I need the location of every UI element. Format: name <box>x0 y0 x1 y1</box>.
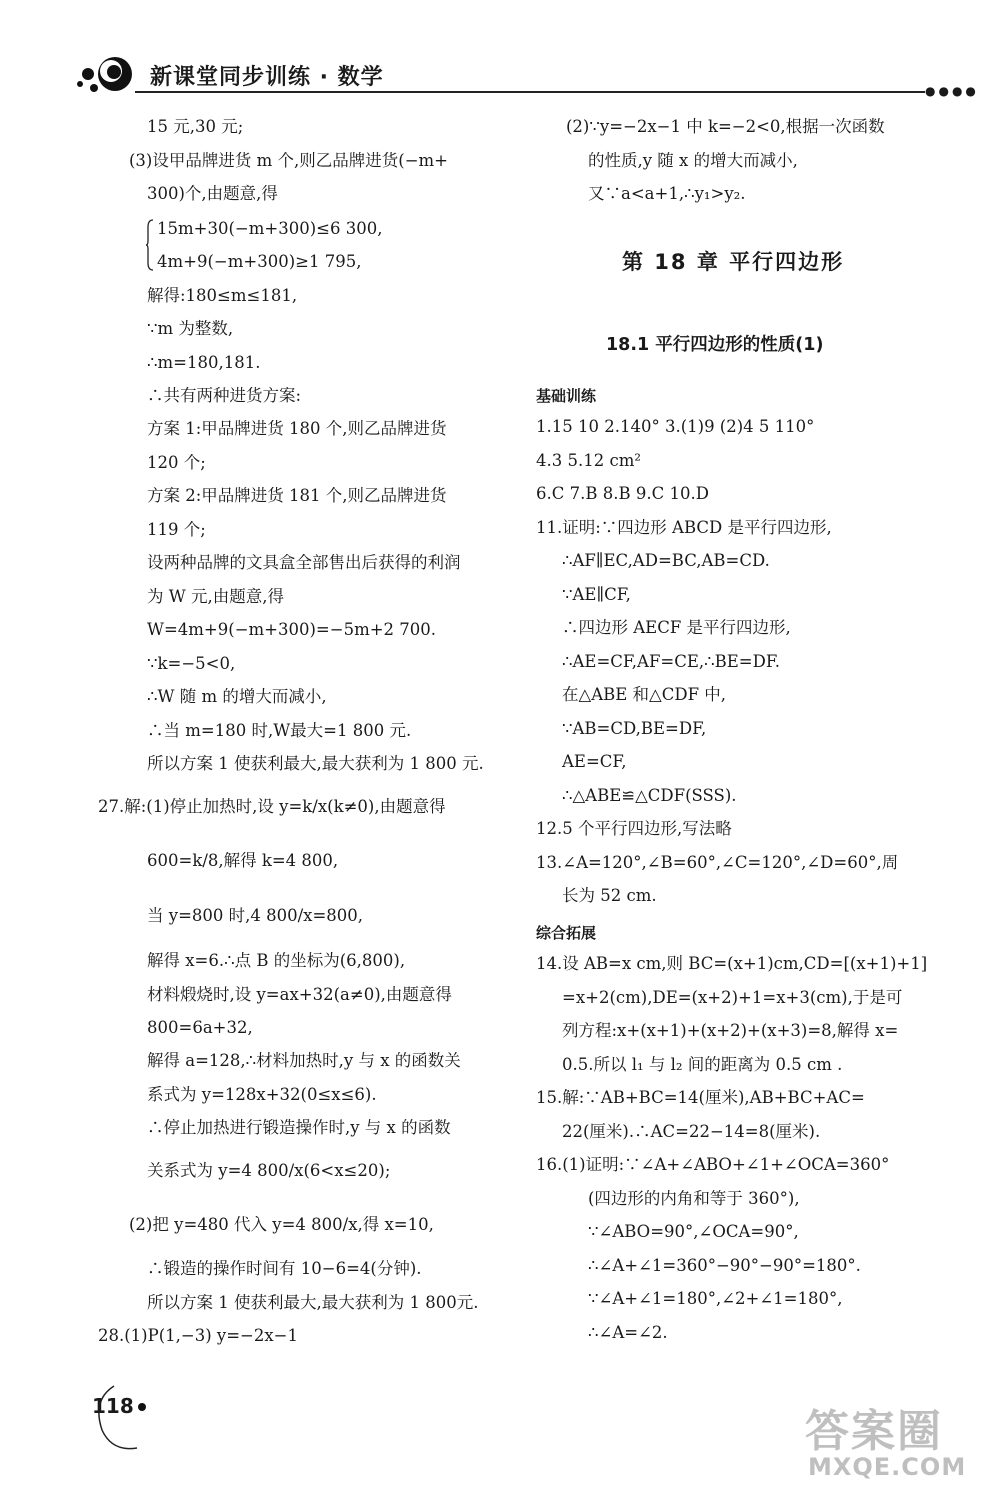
watermark-logo-text: 答案圈 <box>805 1406 943 1457</box>
text-line: 的性质,y 随 x 的增大而减小, <box>588 151 798 170</box>
text-line: (2)∵y=−2x−1 中 k=−2<0,根据一次函数 <box>566 117 885 136</box>
text-line: 4m+9(−m+300)≥1 795, <box>157 252 362 271</box>
text-line: ∴m=180,181. <box>147 353 261 372</box>
text-line: 解得 x=6.∴点 B 的坐标为(6,800), <box>147 951 406 970</box>
text-line: 所以方案 1 使获利最大,最大获利为 1 800元. <box>147 1293 479 1312</box>
text-line: (四边形的内角和等于 360°), <box>588 1189 800 1208</box>
text-line: 13.∠A=120°,∠B=60°,∠C=120°,∠D=60°,周 <box>536 853 899 872</box>
text-line: 800=6a+32, <box>147 1018 253 1037</box>
text-line: 120 个; <box>147 453 206 472</box>
text-line: 解得 a=128,∴材料加热时,y 与 x 的函数关 <box>147 1051 461 1070</box>
text-line: 15.解:∵AB+BC=14(厘米),AB+BC+AC= <box>536 1088 865 1107</box>
brace-icon <box>146 219 154 271</box>
text-line: AE=CF, <box>562 752 627 771</box>
text-line: ∵k=−5<0, <box>147 654 236 673</box>
text-line: (3)设甲品牌进货 m 个,则乙品牌进货(−m+ <box>129 151 448 170</box>
text-line: 4.3 5.12 cm² <box>536 451 641 470</box>
subhead-basic: 基础训练 <box>536 387 597 405</box>
subhead-extension: 综合拓展 <box>536 924 597 942</box>
text-line: ∵AE∥CF, <box>562 585 631 604</box>
text-line: 关系式为 y=4 800/x(6<x≤20); <box>147 1161 391 1180</box>
text-line: ∵∠ABO=90°,∠OCA=90°, <box>588 1222 799 1241</box>
text-line: 12.5 个平行四边形,写法略 <box>536 819 732 838</box>
text-line: 300)个,由题意,得 <box>147 184 278 203</box>
text-line: =x+2(cm),DE=(x+2)+1=x+3(cm),于是可 <box>562 988 903 1007</box>
text-line: W=4m+9(−m+300)=−5m+2 700. <box>147 620 437 639</box>
text-line: ∵AB=CD,BE=DF, <box>562 719 707 738</box>
text-line: 15m+30(−m+300)≤6 300, <box>157 219 383 238</box>
text-line: ∴AE=CF,AF=CE,∴BE=DF. <box>562 652 780 671</box>
book-title: 新课堂同步训练 · 数学 <box>150 65 384 90</box>
text-line: ∴停止加热进行锻造操作时,y 与 x 的函数 <box>147 1118 451 1137</box>
text-line: (2)把 y=480 代入 y=4 800/x,得 x=10, <box>129 1215 434 1234</box>
text-line: 材料煅烧时,设 y=ax+32(a≠0),由题意得 <box>147 985 452 1004</box>
text-line: 系式为 y=128x+32(0≤x≤6). <box>147 1085 377 1104</box>
text-line: 列方程:x+(x+1)+(x+2)+(x+3)=8,解得 x= <box>562 1021 899 1040</box>
text-line: 1.15 10 2.140° 3.(1)9 (2)4 5 110° <box>536 417 815 436</box>
text-line: 方案 1:甲品牌进货 180 个,则乙品牌进货 <box>147 419 447 438</box>
text-line: ∴锻造的操作时间有 10−6=4(分钟). <box>147 1259 422 1278</box>
text-line: 设两种品牌的文具盒全部售出后获得的利润 <box>147 553 461 572</box>
text-line: 为 W 元,由题意,得 <box>147 587 284 606</box>
text-line: 6.C 7.B 8.B 9.C 10.D <box>536 484 709 503</box>
text-line: 0.5.所以 l₁ 与 l₂ 间的距离为 0.5 cm . <box>562 1055 843 1074</box>
watermark <box>800 1395 990 1485</box>
header-dots: ●●●● <box>925 84 979 98</box>
text-line: 600=k/8,解得 k=4 800, <box>147 851 339 870</box>
text-line: 22(厘米).∴AC=22−14=8(厘米). <box>562 1122 821 1141</box>
text-line: 当 y=800 时,4 800/x=800, <box>147 906 364 925</box>
text-line: 11.证明:∵四边形 ABCD 是平行四边形, <box>536 518 832 537</box>
text-line: 在△ABE 和△CDF 中, <box>562 685 727 704</box>
text-line: 28.(1)P(1,−3) y=−2x−1 <box>98 1326 298 1345</box>
text-line: 长为 52 cm. <box>562 886 657 905</box>
section-title: 18.1 平行四边形的性质(1) <box>606 335 824 355</box>
text-line: ∵m 为整数, <box>147 319 234 338</box>
text-line: ∴W 随 m 的增大而减小, <box>147 687 327 706</box>
page-number: 118 <box>92 1394 134 1418</box>
text-line: 解得:180≤m≤181, <box>147 286 298 305</box>
text-line: ∴AF∥EC,AD=BC,AB=CD. <box>562 551 770 570</box>
text-line: 所以方案 1 使获利最大,最大获利为 1 800 元. <box>147 754 484 773</box>
text-line: ∴∠A+∠1=360°−90°−90°=180°. <box>588 1256 861 1275</box>
text-line: 方案 2:甲品牌进货 181 个,则乙品牌进货 <box>147 486 447 505</box>
text-line: 14.设 AB=x cm,则 BC=(x+1)cm,CD=[(x+1)+1] <box>536 954 928 973</box>
text-line: 又∵a<a+1,∴y₁>y₂. <box>588 184 746 203</box>
text-line: 15 元,30 元; <box>147 117 244 136</box>
header-rule <box>135 91 925 93</box>
page-number-arc-icon <box>92 1380 162 1460</box>
page-header <box>0 0 1000 100</box>
text-line: ∴当 m=180 时,W最大=1 800 元. <box>147 721 412 740</box>
watermark-url: MXQE.COM <box>808 1453 967 1481</box>
text-line: 16.(1)证明:∵∠A+∠ABO+∠1+∠OCA=360° <box>536 1155 890 1174</box>
text-line: ∵∠A+∠1=180°,∠2+∠1=180°, <box>588 1289 843 1308</box>
text-line: ∴共有两种进货方案: <box>147 386 302 405</box>
text-line: 27.解:(1)停止加热时,设 y=k/x(k≠0),由题意得 <box>98 797 446 816</box>
text-line: ∴△ABE≌△CDF(SSS). <box>562 786 737 805</box>
text-line: ∴四边形 AECF 是平行四边形, <box>562 618 791 637</box>
chapter-title: 第 18 章 平行四边形 <box>622 250 845 274</box>
text-line: ∴∠A=∠2. <box>588 1323 668 1342</box>
text-line: 119 个; <box>147 520 206 539</box>
book-logo-icon <box>70 52 140 100</box>
